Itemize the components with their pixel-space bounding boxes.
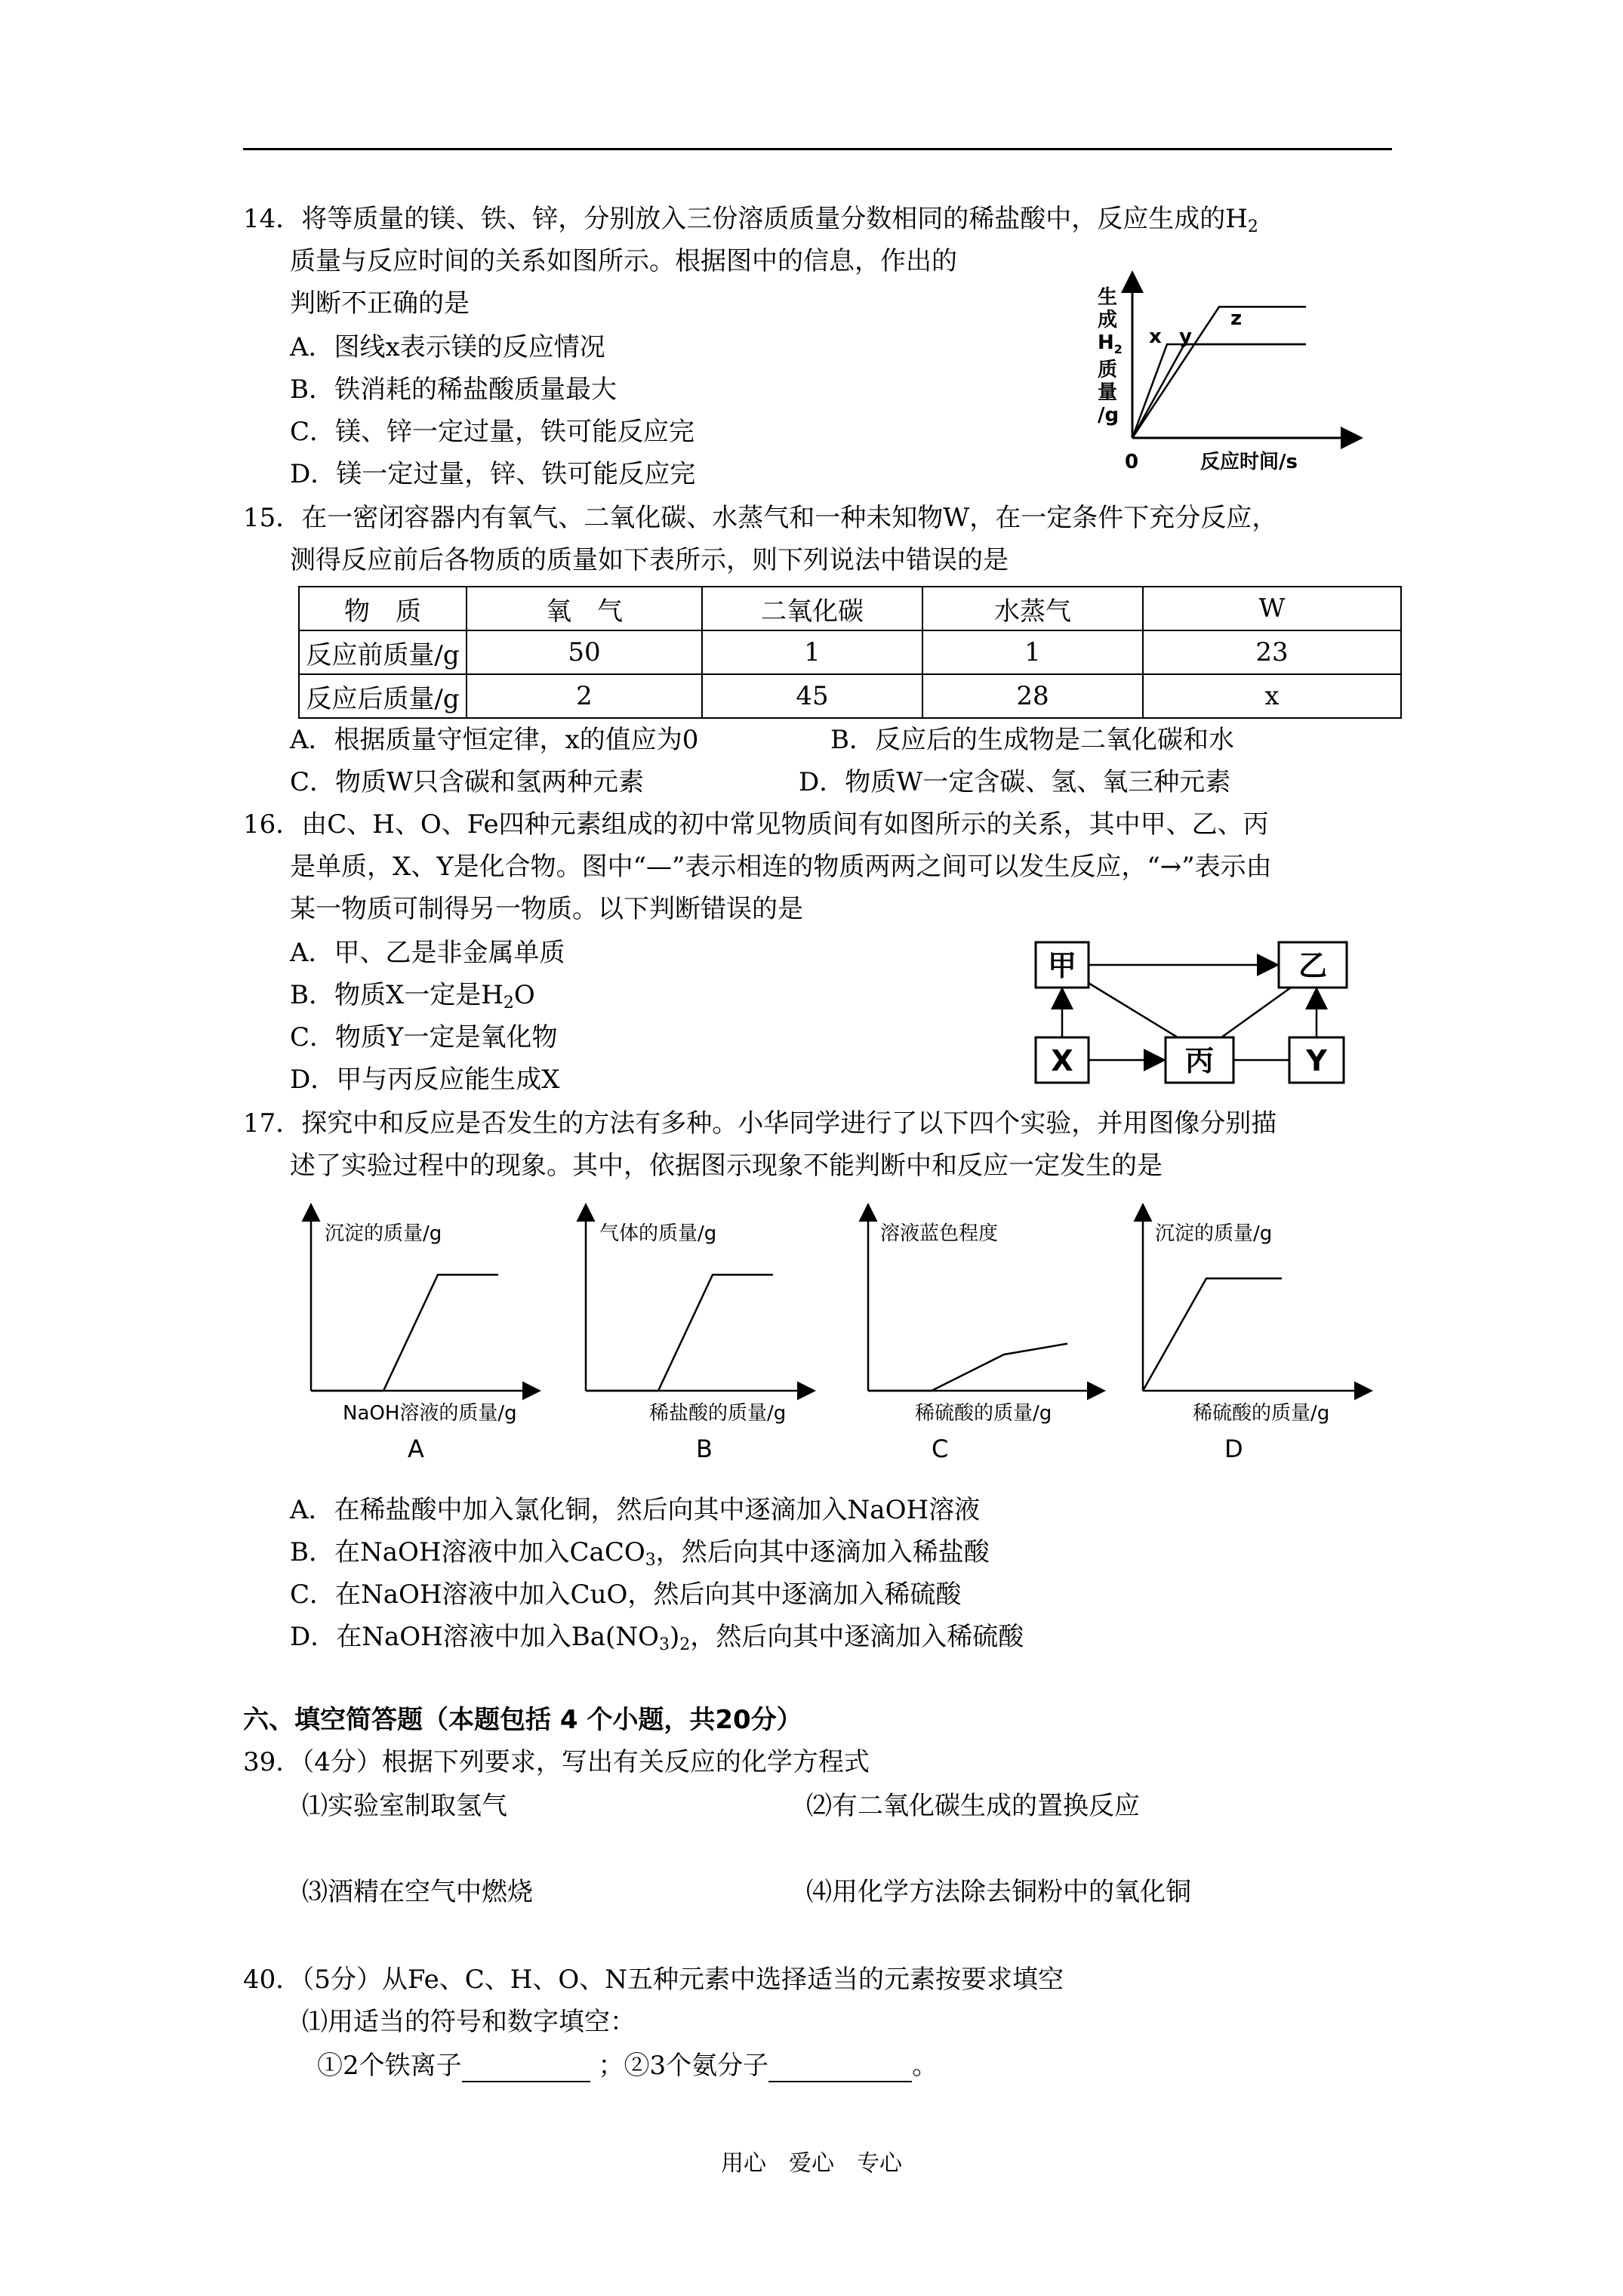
table-cell: 2	[467, 674, 702, 718]
graph-a-ylabel: 沉淀的质量/g	[325, 1222, 442, 1245]
q39-item-1: ⑴实验室制取氢气	[302, 1791, 507, 1821]
line-jia-bing	[1089, 983, 1178, 1037]
table-cell: 23	[1143, 630, 1401, 674]
table-header-cell: 物 质	[299, 587, 467, 630]
q16-stem-line2: 是单质，X、Y是化合物。图中“—”表示相连的物质两两之间可以发生反应，“→”表示由	[290, 852, 1272, 882]
q15-option-a: A．根据质量守恒定律，x的值应为0	[290, 725, 699, 755]
graph-d-ylabel: 沉淀的质量/g	[1155, 1222, 1273, 1245]
q15-stem-line1: 15．在一密闭容器内有氧气、二氧化碳、水蒸气和一种未知物W，在一定条件下充分反应，	[243, 503, 1278, 533]
q15-option-b: B．反应后的生成物是二氧化碳和水	[830, 725, 1234, 755]
q17-stem-line2: 述了实验过程中的现象。其中，依据图示现象不能判断中和反应一定发生的是	[290, 1151, 1163, 1181]
graph-c-curve	[868, 1344, 1067, 1391]
header-rule	[243, 148, 1392, 150]
q39-item-3: ⑶酒精在空气中燃烧	[302, 1877, 533, 1907]
q16-option-c: C．物质Y一定是氧化物	[290, 1022, 558, 1052]
label-x: X	[1051, 1044, 1073, 1077]
q14-option-c: C．镁、锌一定过量，铁可能反应完	[290, 417, 695, 447]
q17-option-c: C．在NaOH溶液中加入CuO，然后向其中逐滴加入稀硫酸	[290, 1579, 962, 1610]
q14-ylabel-char3: 质	[1098, 359, 1118, 381]
q40-blank-2[interactable]	[768, 2058, 912, 2082]
q15-mass-table	[298, 586, 1402, 719]
q14-xlabel: 反应时间/s	[1200, 451, 1298, 473]
table-cell: 45	[702, 674, 922, 718]
q15-option-c: C．物质W只含碳和氢两种元素	[290, 767, 644, 797]
q17-option-b: B．在NaOH溶液中加入CaCO$_3$，然后向其中逐滴加入稀盐酸	[290, 1537, 990, 1570]
q17-graphs	[294, 1200, 1404, 1480]
label-yi: 乙	[1298, 949, 1328, 982]
q40-fill1-label: ①2个铁离子	[317, 2051, 462, 2081]
graph-d-xlabel: 稀硫酸的质量/g	[1193, 1402, 1330, 1425]
q14-h2-graph	[1072, 266, 1374, 477]
q40-sub1: ⑴用适当的符号和数字填空：	[302, 2007, 636, 2037]
graph-d-curve	[1143, 1278, 1282, 1391]
graph-b-letter: B	[696, 1435, 713, 1463]
table-header-cell: 二氧化碳	[702, 587, 922, 630]
label-bing: 丙	[1184, 1044, 1215, 1077]
q16-relation-diagram	[1027, 938, 1359, 1089]
q14-stem-line2: 质量与反应时间的关系如图所示。根据图中的信息，作出的	[290, 246, 957, 276]
q14-ylabel-char2: 成	[1098, 309, 1118, 331]
graph-c-ylabel: 溶液蓝色程度	[880, 1222, 999, 1245]
table-cell: 反应后质量/g	[299, 674, 467, 718]
label-jia: 甲	[1047, 949, 1077, 982]
q14-option-d: D．镁一定过量，锌、铁可能反应完	[290, 459, 696, 489]
q17-stem-line1: 17．探究中和反应是否发生的方法有多种。小华同学进行了以下四个实验，并用图像分别描	[243, 1108, 1277, 1139]
graph-c-letter: C	[932, 1435, 949, 1463]
q14-option-b: B．铁消耗的稀盐酸质量最大	[290, 374, 617, 405]
q39-item-4: ⑷用化学方法除去铜粉中的氧化铜	[806, 1877, 1191, 1907]
graph-b-ylabel: 气体的质量/g	[599, 1222, 717, 1245]
q14-series-x-label: x	[1149, 325, 1162, 348]
q14-stem-line1: 14．将等质量的镁、铁、锌，分别放入三份溶质质量分数相同的稀盐酸中，反应生成的$H_2$	[243, 204, 1258, 236]
graph-d-letter: D	[1224, 1435, 1243, 1463]
table-row	[299, 674, 1401, 718]
line-bing-yi	[1221, 988, 1291, 1037]
label-y: Y	[1306, 1044, 1327, 1077]
q14-stem-line3: 判断不正确的是	[290, 288, 470, 319]
q14-ylabel-char1: 生	[1098, 286, 1118, 309]
table-cell: 50	[467, 630, 702, 674]
graph-b-curve	[586, 1274, 773, 1391]
table-cell: 反应前质量/g	[299, 630, 467, 674]
q16-stem-line1: 16．由C、H、O、Fe四种元素组成的初中常见物质间有如图所示的关系，其中甲、乙、丙	[243, 809, 1269, 840]
q40-fill-line: ①2个铁离子 ；②3个氨分子 。	[317, 2051, 938, 2081]
table-header-cell: W	[1143, 587, 1401, 630]
page-footer: 用心 爱心 专心	[721, 2150, 902, 2177]
table-header-cell: 水蒸气	[922, 587, 1143, 630]
q39-item-2: ⑵有二氧化碳生成的置换反应	[806, 1791, 1140, 1821]
q16-stem-line3: 某一物质可制得另一物质。以下判断错误的是	[290, 894, 803, 924]
q39-stem: 39．（4分）根据下列要求，写出有关反应的化学方程式	[243, 1747, 870, 1777]
q14-ylabel-unit: /g	[1098, 404, 1119, 427]
q14-ylabel-char4: 量	[1098, 381, 1118, 404]
table-cell: 28	[922, 674, 1143, 718]
table-cell: 1	[922, 630, 1143, 674]
q15-option-d: D．物质W一定含碳、氢、氧三种元素	[799, 767, 1231, 797]
section-6-title: 六、填空简答题（本题包括 4 个小题，共20分）	[243, 1705, 802, 1735]
q14-ylabel-h: $H_2$	[1098, 331, 1123, 356]
table-cell: x	[1143, 674, 1401, 718]
q15-stem-line2: 测得反应前后各物质的质量如下表所示，则下列说法中错误的是	[290, 545, 1009, 575]
q40-blank-1[interactable]	[462, 2058, 590, 2082]
graph-a-letter: A	[408, 1435, 424, 1463]
q40-stem: 40．（5分）从Fe、C、H、O、N五种元素中选择适当的元素按要求填空	[243, 1965, 1064, 1995]
table-row	[299, 630, 1401, 674]
graph-c-xlabel: 稀硫酸的质量/g	[915, 1402, 1052, 1425]
table-cell: 1	[702, 630, 922, 674]
table-header-row	[299, 587, 1401, 630]
q14-series-z-label: z	[1230, 307, 1243, 330]
q14-origin: 0	[1125, 451, 1139, 473]
graph-b-xlabel: 稀盐酸的质量/g	[649, 1402, 787, 1425]
q14-series-y-line	[1132, 344, 1306, 438]
q17-option-a: A．在稀盐酸中加入氯化铜，然后向其中逐滴加入NaOH溶液	[290, 1495, 981, 1525]
table-header-cell: 氧 气	[467, 587, 702, 630]
q14-series-y-label: y	[1179, 325, 1192, 348]
graph-a-curve	[311, 1274, 498, 1391]
q40-fill2-label: ②3个氨分子	[624, 2051, 769, 2081]
q16-option-a: A．甲、乙是非金属单质	[290, 938, 565, 968]
q17-option-d: D．在NaOH溶液中加入$Ba(NO_3)_2$，然后向其中逐滴加入稀硫酸	[290, 1622, 1024, 1654]
graph-a-xlabel: NaOH溶液的质量/g	[343, 1402, 517, 1425]
q14-option-a: A．图线x表示镁的反应情况	[290, 332, 605, 362]
q16-option-b: B．物质X一定是$H_2O$	[290, 980, 535, 1012]
q16-option-d: D．甲与丙反应能生成X	[290, 1065, 560, 1095]
